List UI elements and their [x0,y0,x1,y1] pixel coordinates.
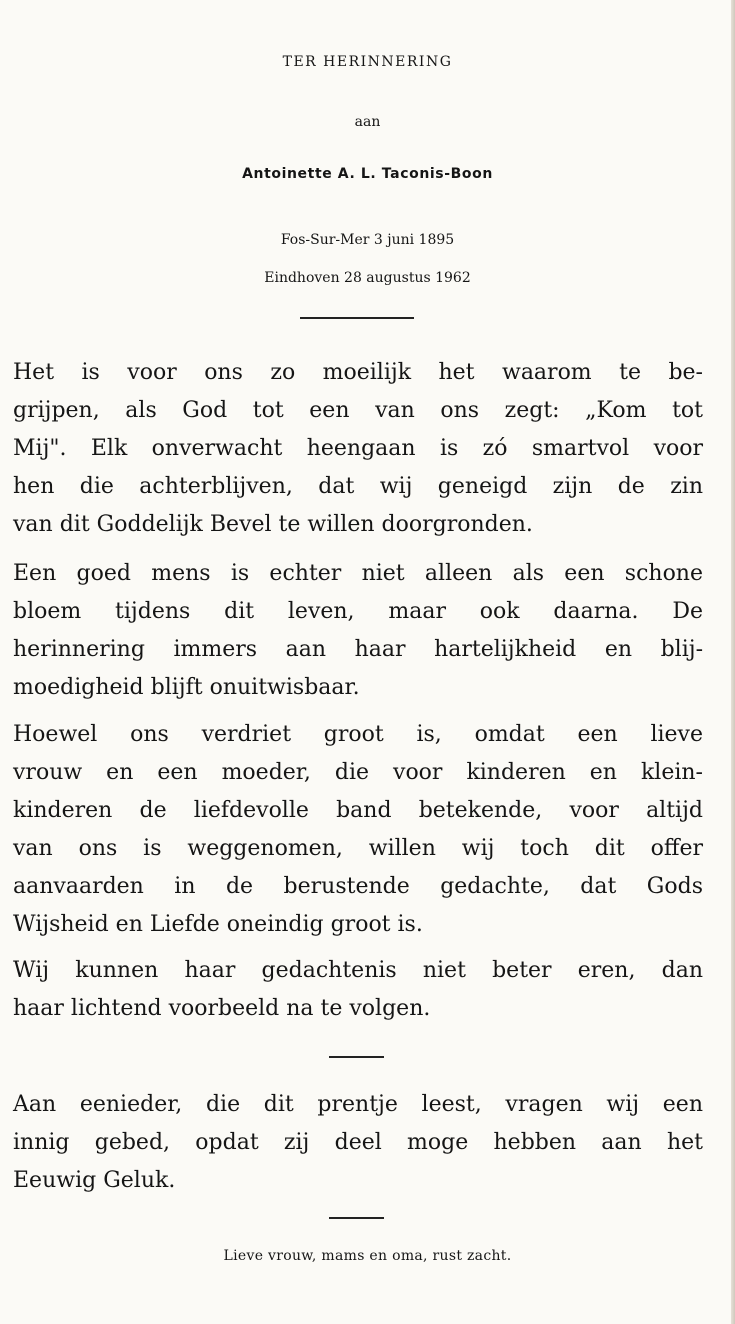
text-line: aanvaarden in de berustende gedachte, dat Gods [13,874,703,899]
paragraph-2 [13,555,703,707]
paragraph-4 [13,952,703,1028]
text-line: herinnering immers aan haar hartelijkheid en blij- [13,637,703,662]
text-line: Wij kunnen haar gedachtenis niet beter eren, dan [13,958,703,983]
text-line: haar lichtend voorbeeld na te volgen. [13,996,431,1021]
text-line: Het is voor ons zo moeilijk het waarom te be- [13,360,703,385]
paragraph-1 [13,354,703,544]
paragraph-3 [13,716,703,944]
text-line: Mij". Elk onverwacht heengaan is zó smartvol voor [13,436,703,461]
text-line: Eeuwig Geluk. [13,1168,176,1193]
text-line: grijpen, als God tot een van ons zegt: „Kom tot [13,398,703,423]
card-edge [731,0,735,1324]
text-line: bloem tijdens dit leven, maar ook daarna. De [13,599,703,624]
text-line: Aan eenieder, die dit prentje leest, vragen wij een [13,1092,703,1117]
text-line: kinderen de liefdevolle band betekende, voor altijd [13,798,703,823]
paragraph-5 [13,1086,703,1200]
divider-rule [329,1217,384,1219]
text-line: vrouw en een moeder, die voor kinderen en klein- [13,760,703,785]
text-line: Een goed mens is echter niet alleen als een schone [13,561,703,586]
divider-rule [300,317,414,319]
text-line: Hoewel ons verdriet groot is, omdat een lieve [13,722,703,747]
divider-rule [329,1056,384,1058]
card-heading: TER HERINNERING [282,54,453,70]
text-line: innig gebed, opdat zij deel moge hebben aan het [13,1130,703,1155]
birth-place-date: Fos-Sur-Mer 3 juni 1895 [280,232,455,248]
text-line: van ons is weggenomen, willen wij toch dit offer [13,836,703,861]
text-line: van dit Goddelijk Bevel te willen doorgronden. [13,512,533,537]
text-line: hen die achterblijven, dat wij geneigd zijn de zin [13,474,703,499]
deceased-name: Antoinette A. L. Taconis-Boon [242,166,493,182]
text-line: moedigheid blijft onuitwisbaar. [13,675,360,700]
death-place-date: Eindhoven 28 augustus 1962 [264,270,471,286]
dedication-word: aan [354,114,381,130]
text-line: Wijsheid en Liefde oneindig groot is. [13,912,423,937]
closing-line: Lieve vrouw, mams en oma, rust zacht. [223,1248,512,1264]
